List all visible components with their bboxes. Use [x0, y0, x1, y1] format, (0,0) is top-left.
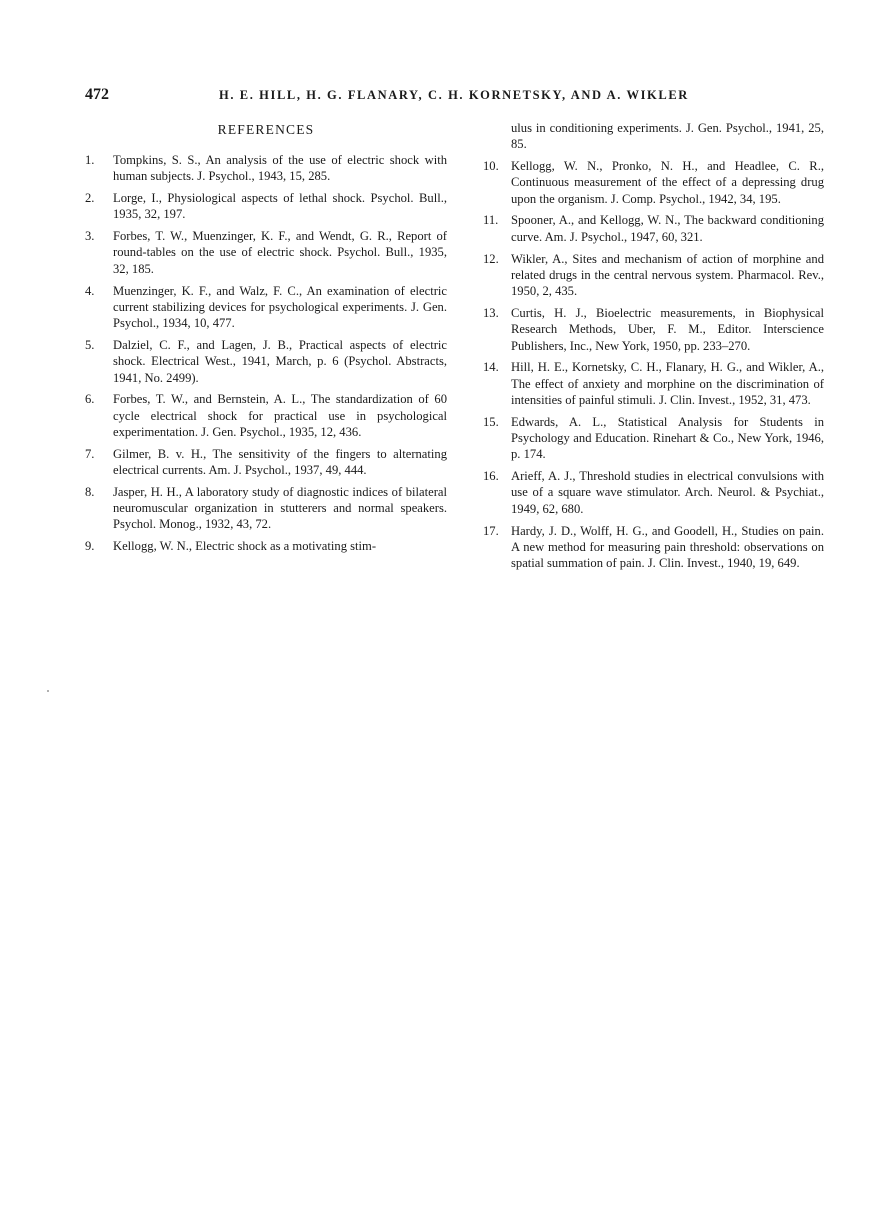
reference-item: [85, 283, 447, 332]
left-column: [85, 120, 447, 560]
reference-number: 8.: [85, 484, 95, 499]
reference-text: Forbes, T. W., Muenzinger, K. F., and Wendt, G. R., Report of round-tables on the use of electric shock. Psychol. Bull., 1935, 32, 185.: [113, 229, 447, 276]
reference-text: Curtis, H. J., Bioelectric measurements, in Biophysical Research Methods, Uber, F. M., Editor. Interscience Publishers, Inc., New York, 1950, pp. 233–270.: [511, 305, 824, 353]
reference-text: Arieff, A. J., Threshold studies in electrical convulsions with use of a square wave stimulator. Arch. Neurol. & Psychiat., 1949, 62, 680.: [511, 469, 824, 516]
reference-number: 13.: [483, 305, 499, 320]
reference-number: 6.: [85, 392, 95, 407]
reference-text: Hardy, J. D., Wolff, H. G., and Goodell, H., Studies on pain. A new method for measuring pain threshold: observations on spatial summation of pain. J. Clin. Invest., 1940, 19, 649.: [511, 523, 824, 571]
reference-item: [483, 414, 824, 463]
reference-item: [85, 446, 447, 479]
reference-text: Kellogg, W. N., Pronko, N. H., and Headlee, C. R., Continuous measurement of the effect of a depressing drug upon the organism. J. Comp. Psychol., 1942, 34, 195.: [511, 159, 824, 206]
reference-text: Lorge, I., Physiological aspects of lethal shock. Psychol. Bull., 1935, 32, 197.: [113, 191, 447, 222]
scan-speck: [47, 690, 49, 692]
reference-number: 1.: [85, 153, 95, 167]
reference-item: [483, 468, 824, 517]
reference-item: [483, 359, 824, 408]
reference-number: 2.: [85, 191, 95, 206]
reference-item: [85, 190, 447, 223]
reference-number: 11.: [483, 213, 499, 228]
reference-item: [483, 251, 824, 300]
reference-continuation: ulus in conditioning experiments. J. Gen. Psychol., 1941, 25, 85.: [511, 121, 824, 152]
reference-item: [85, 484, 447, 533]
reference-number: 7.: [85, 446, 95, 461]
reference-number: 3.: [85, 229, 95, 244]
reference-item: [85, 538, 447, 554]
page-number: 472: [85, 86, 109, 103]
reference-item: [85, 337, 447, 386]
reference-text: Dalziel, C. F., and Lagen, J. B., Practical aspects of electric shock. Electrical West., 1941, March, p. 6 (Psychol. Abstracts, 1941, No. 2499).: [113, 337, 447, 385]
reference-text: Spooner, A., and Kellogg, W. N., The backward conditioning curve. Am. J. Psychol., 1947, 60, 321.: [511, 213, 824, 244]
reference-text: Edwards, A. L., Statistical Analysis for Students in Psychology and Education. Rinehart & Co., New York, 1946, p. 174.: [511, 414, 824, 462]
reference-text: Tompkins, S. S., An analysis of the use of electric shock with human subjects. J. Psychol., 1943, 15, 285.: [113, 153, 447, 184]
reference-number: 9.: [85, 539, 95, 554]
reference-text: Jasper, H. H., A laboratory study of diagnostic indices of bilateral neuromuscular organization in stutterers and normal speakers. Psychol. Monog., 1932, 43, 72.: [113, 484, 447, 532]
running-head-authors: H. E. HILL, H. G. FLANARY, C. H. KORNETSKY, AND A. WIKLER: [219, 88, 689, 102]
reference-item: [483, 158, 824, 207]
reference-text: Kellogg, W. N., Electric shock as a motivating stim-: [113, 539, 377, 554]
reference-item: [85, 391, 447, 440]
reference-item: [85, 152, 447, 185]
reference-text: Wikler, A., Sites and mechanism of action of morphine and related drugs in the central nervous system. Pharmacol. Rev., 1950, 2, 435.: [511, 251, 824, 299]
reference-number: 12.: [483, 251, 499, 266]
reference-item: [483, 212, 824, 245]
reference-item: [483, 523, 824, 572]
reference-number: 10.: [483, 159, 499, 174]
reference-item: [483, 305, 824, 354]
reference-item: [85, 228, 447, 277]
reference-number: 4.: [85, 283, 95, 298]
right-column: [483, 120, 824, 577]
reference-number: 16.: [483, 469, 499, 484]
reference-number: 15.: [483, 414, 499, 429]
page-header: [85, 86, 705, 108]
reference-text: Forbes, T. W., and Bernstein, A. L., The standardization of 60 cycle electrical shock for practical use in psychological experimentation. J. Gen. Psychol., 1935, 12, 436.: [113, 392, 447, 439]
reference-text: Gilmer, B. v. H., The sensitivity of the fingers to alternating electrical currents. Am. J. Psychol., 1937, 49, 444.: [113, 446, 447, 478]
reference-number: 14.: [483, 360, 499, 375]
reference-text: Muenzinger, K. F., and Walz, F. C., An examination of electric current stabilizing devices for psychological experiments. J. Gen. Psychol., 1934, 10, 477.: [113, 283, 447, 331]
reference-number: 5.: [85, 337, 95, 352]
reference-text: Hill, H. E., Kornetsky, C. H., Flanary, H. G., and Wikler, A., The effect of anxiety and morphine on the discrimination of intensities of painful stimuli. J. Clin. Invest., 1952, 31, 473.: [511, 360, 824, 407]
reference-number: 17.: [483, 523, 499, 538]
references-heading: REFERENCES: [217, 122, 315, 137]
